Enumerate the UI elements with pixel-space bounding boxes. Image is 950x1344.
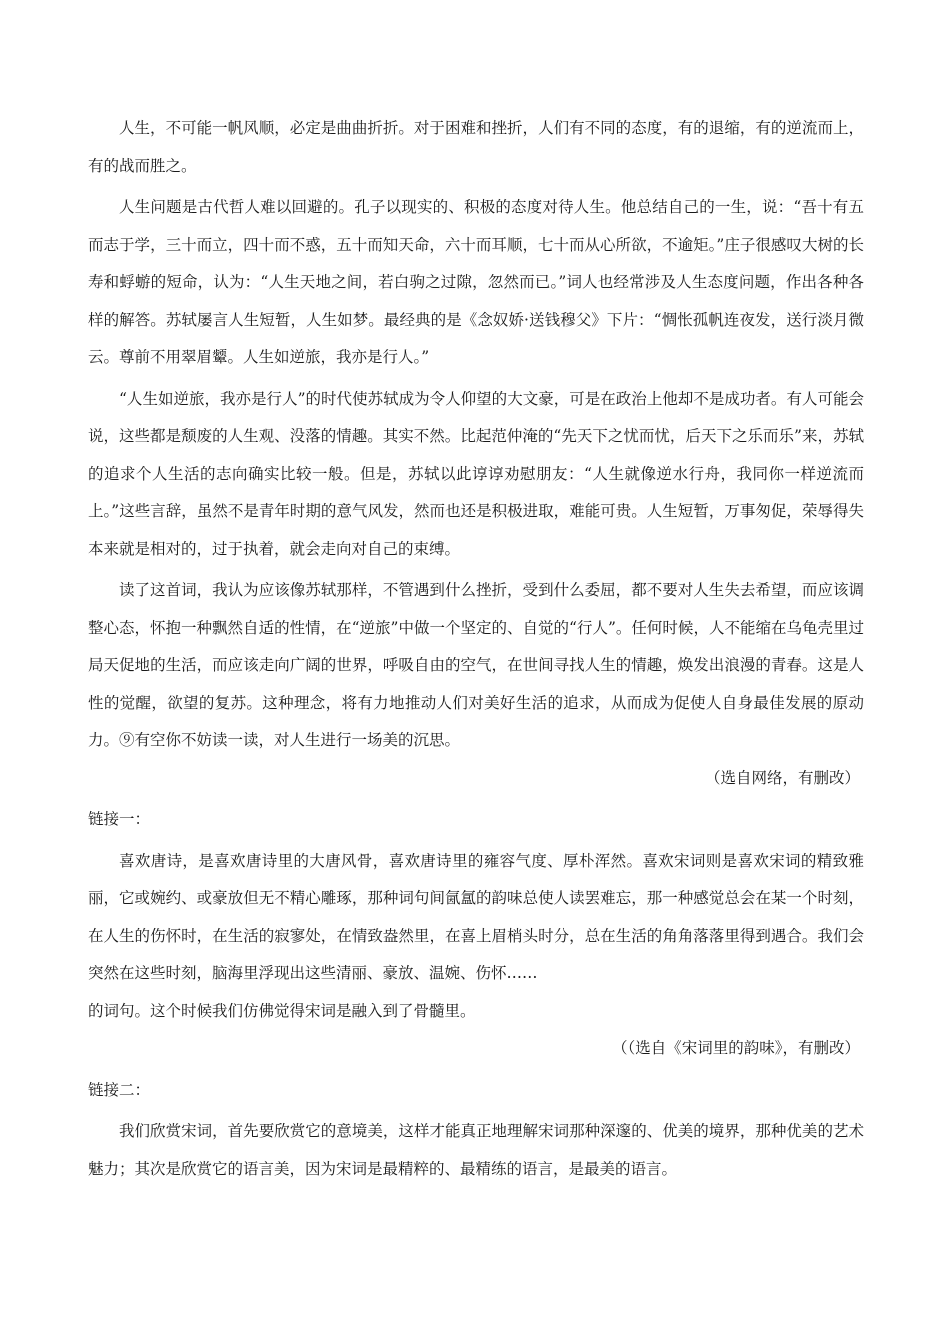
source-citation-2: （（选自《宋词里的韵味》，有删改） [611, 1039, 860, 1057]
link-one-continuation: 的词句。这个时候我们仿佛觉得宋词是融入到了骨髓里。 [88, 1001, 476, 1020]
paragraph-su-shi: “人生如逆旅，我亦是行人”的时代使苏轼成为令人仰望的大文豪，可是在政治上他却不是成功者。有人可能会说，这些都是颓废的人生观、没落的情趣。其实不然。比起范仲淹的“先天下之忧而忧，后天下之乐而乐”来，苏轼的追求个人生活的志向确实比较一般。但是，苏轼以此谆谆劝慰朋友：“人生就像逆水行舟，我同你一样逆流而上。”这些言辞，虽然不是青年时期的意气风发，然而也还是积极进取，难能可贵。人生短暂，万事匆促，荣辱得失本来就是相对的，过于执着，就会走向对自己的束缚。 [88, 389, 864, 558]
link-one-label: 链接一： [88, 810, 151, 828]
link-two-text: 我们欣赏宋词，首先要欣赏它的意境美，这样才能真正地理解宋词那种深邃的、优美的境界，那种优美的艺术魅力；其次是欣赏它的语言美，因为宋词是最精粹的、最精练的语言，是最美的语言。 [88, 1122, 864, 1178]
paragraph-confucius-zhuangzi: 人生问题是古代哲人难以回避的。孔子以现实的、积极的态度对待人生。他总结自己的一生，说：“吾十有五而志于学，三十而立，四十而不惑，五十而知天命，六十而耳顺，七十而从心所欲，不逾矩。”庄子很感叹大树的长寿和蜉蝣的短命，认为：“人生天地之间，若白驹之过隙，忽然而已。”词人也经常涉及人生态度问题，作出各种各样的解答。苏轼屡言人生短暂，人生如梦。最经典的是《念奴娇·送钱穆父》下片：“惆怅孤帆连夜发，送行淡月微云。尊前不用翠眉颦。人生如逆旅，我亦是行人。” [88, 198, 864, 366]
link-two-label: 链接二： [88, 1080, 151, 1099]
paragraph-intro: 人生，不可能一帆风顺，必定是曲曲折折。对于困难和挫折，人们有不同的态度，有的退缩，有的逆流而上，有的战而胜之。 [88, 119, 864, 175]
paragraph-reflection: 读了这首词，我认为应该像苏轼那样，不管遇到什么挫折，受到什么委屈，都不要对人生失去希望，而应该调整心态，怀抱一种飘然自适的性情，在“逆旅”中做一个坚定的、自觉的“行人”。任何时候，人不能缩在乌龟壳里过局天促地的生活，而应该走向广阔的世界，呼吸自由的空气，在世间寻找人生的情趣，焕发出浪漫的青春。这是人性的觉醒，欲望的复苏。这种理念，将有力地推动人们对美好生活的追求，从而成为促使人自身最佳发展的原动力。⑨有空你不妨读一读，对人生进行一场美的沉思。 [88, 581, 864, 749]
source-citation-1: （选自网络，有删改） [704, 768, 860, 787]
document-page [88, 110, 864, 1188]
link-one-text: 喜欢唐诗，是喜欢唐诗里的大唐风骨，喜欢唐诗里的雍容气度、厚朴浑然。喜欢宋词则是喜欢宋词的精致雅丽，它或婉约、或豪放但无不精心雕琢，那种词句间氤氲的韵味总使人读罢难忘，那一种感觉总会在某一个时刻，在人生的伤怀时，在生活的寂寥处，在情致盎然里，在喜上眉梢头时分，总在生活的角角落落里得到遇合。我们会突然在这些时刻，脑海里浮现出这些清丽、豪放、温婉、伤怀…… [88, 851, 864, 982]
